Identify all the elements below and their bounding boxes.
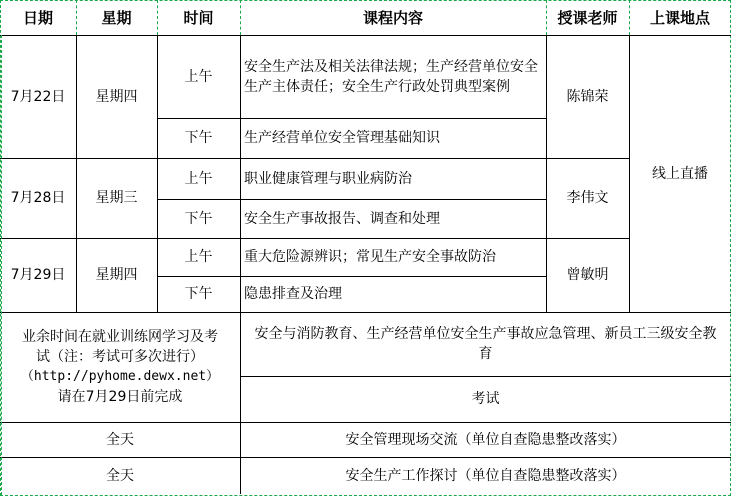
header-divider-4: [546, 0, 547, 35]
row2-am-content: 职业健康管理与职业病防治: [244, 170, 412, 187]
row2-pm-label: 下午: [184, 210, 213, 227]
header-content: 课程内容: [362, 8, 423, 27]
border-top: [0, 0, 731, 1]
online-note-line2: 试（注：考试可多次进行）: [36, 349, 204, 365]
line-v-weekday: [157, 35, 158, 312]
line-r1-bottom: [0, 158, 629, 159]
row3-date: 7月29日: [10, 267, 66, 283]
row1-teacher: 陈锦荣: [566, 88, 609, 105]
row1-am-label: 上午: [184, 68, 213, 85]
header-divider-2: [157, 0, 158, 35]
row1-am-content: 安全生产法及相关法律法规；生产经营单位安全生产主体责任；安全生产行政处罚典型案例: [244, 58, 538, 95]
line-v-date: [76, 35, 77, 312]
line-r3-mid: [157, 276, 546, 277]
header-weekday: 星期: [101, 8, 132, 27]
fullday1-content: 安全管理现场交流（单位自查隐患整改落实）: [345, 431, 626, 448]
online-note-deadline: 请在7月29日前完成: [57, 389, 183, 405]
fullday2-label: 全天: [106, 467, 134, 484]
online-note: [0, 312, 240, 422]
header-date: 日期: [22, 8, 53, 27]
row2-pm-content: 安全生产事故报告、调查和处理: [244, 210, 440, 227]
online-note-url: （http://pyhome.dewx.net）: [20, 369, 220, 384]
row3-pm-label: 下午: [184, 286, 213, 302]
row3-teacher: 曾敏明: [566, 267, 609, 283]
row3-pm-content: 隐患排查及治理: [244, 286, 342, 302]
header-teacher: 授课老师: [557, 8, 618, 27]
line-r3-bottom: [0, 312, 731, 313]
row2-am-label: 上午: [184, 170, 213, 187]
line-online-mid: [240, 376, 731, 377]
online-note-line1: 业余时间在就业训练网学习及考: [22, 329, 218, 345]
header-location: 上课地点: [649, 8, 710, 27]
row1-weekday: 星期四: [95, 88, 138, 105]
line-v-content: [546, 35, 547, 312]
online-exam: 考试: [471, 391, 500, 407]
line-r1-mid: [157, 118, 546, 119]
row2-date: 7月28日: [10, 190, 66, 206]
line-v-time: [240, 35, 241, 494]
row2-teacher: 李伟文: [566, 190, 609, 206]
line-online-bottom: [0, 422, 731, 423]
row2-weekday: 星期三: [95, 190, 138, 206]
row1-pm-content: 生产经营单位安全管理基础知识: [244, 130, 440, 146]
row3-am-content: 重大危险源辨识；常见生产安全事故防治: [244, 249, 496, 265]
header-divider-5: [629, 0, 630, 35]
online-content: 安全与消防教育、生产经营单位安全生产事故应急管理、新员工三级安全教育: [254, 326, 717, 362]
line-header-bottom: [0, 35, 731, 36]
row3-weekday: 星期四: [95, 267, 138, 283]
location-cell: 线上直播: [652, 165, 708, 182]
row3-am-label: 上午: [184, 249, 213, 265]
line-r2-bottom: [0, 238, 629, 239]
header-divider-1: [76, 0, 77, 35]
line-r2-mid: [157, 199, 546, 200]
row1-date: 7月22日: [10, 88, 66, 105]
body-left-dash: [1, 35, 2, 495]
line-v-teacher: [629, 35, 630, 312]
header-divider-3: [240, 0, 241, 35]
row1-pm-label: 下午: [184, 130, 213, 146]
line-fullday-mid: [0, 457, 731, 458]
header-time: 时间: [183, 8, 214, 27]
fullday2-content: 安全生产工作探讨（单位自查隐患整改落实）: [345, 467, 626, 484]
fullday1-label: 全天: [106, 431, 134, 448]
